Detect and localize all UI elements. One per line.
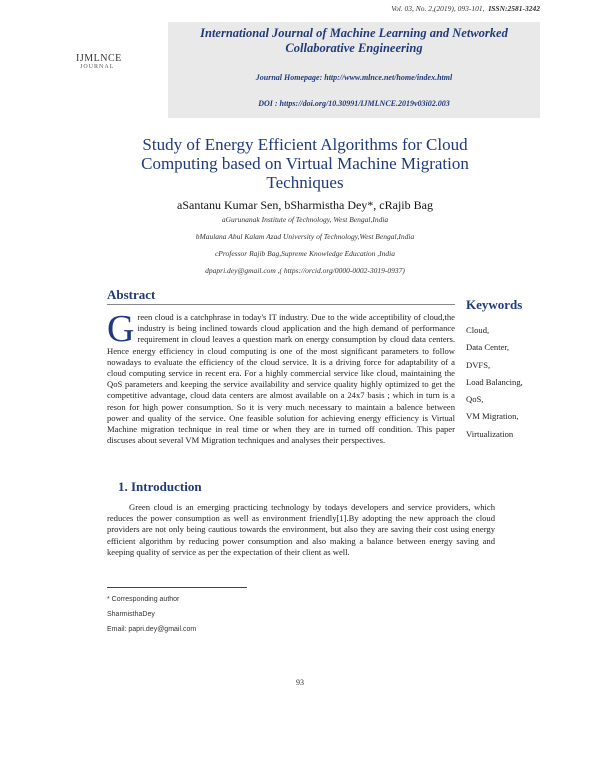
- introduction-heading: 1. Introduction: [118, 479, 202, 494]
- logo-text: IJMLNCE: [76, 53, 122, 64]
- journal-logo: [48, 30, 158, 120]
- author-list: aSantanu Kumar Sen, bSharmistha Dey*, cRajib Bag: [177, 198, 433, 212]
- keywords-heading: Keywords: [466, 297, 523, 312]
- journal-homepage[interactable]: Journal Homepage: http://www.mlnce.net/home/index.html: [255, 73, 453, 82]
- abstract-heading: Abstract: [107, 287, 156, 302]
- affiliation: aGurunanak Institute of Technology, West Bengal,India: [221, 215, 389, 224]
- keyword-item: Virtualization: [466, 428, 514, 439]
- page-number: 93: [296, 678, 304, 687]
- logo-subtext: JOURNAL: [80, 64, 115, 70]
- keyword-item: DVFS,: [466, 359, 491, 370]
- footnote-corresponding: * Corresponding author: [107, 596, 180, 603]
- affiliation: bMaulana Abul Kalam Azad University of Technology,West Bengal,India: [195, 232, 415, 241]
- footnote-email[interactable]: Email: papri.dey@gmail.com: [107, 626, 197, 633]
- journal-doi[interactable]: DOI : https://doi.org/10.30991/IJMLNCE.2019v03i02.003: [258, 99, 450, 108]
- keyword-item: Cloud,: [466, 325, 490, 335]
- volume-info: Vol. 03, No. 2,(2019), 093-101, ISSN:2581-3242: [391, 4, 540, 13]
- paper-title: Study of Energy Efficient Algorithms for Cloud Computing based on Virtual Machine Migration Techniques: [141, 135, 469, 192]
- keyword-item: Data Center,: [466, 342, 510, 353]
- keyword-item: VM Migration,: [466, 411, 519, 422]
- keyword-item: QoS,: [466, 394, 484, 405]
- footnote-author: SharmisthaDey: [107, 611, 155, 618]
- footnote-divider: [107, 587, 247, 588]
- abstract-text: Green cloud is a catchphrase in today's IT industry. Due to the wide acceptibility of cloud,the industry is being inclined towards cloud application and the high demand of performance requirement in cloud leaves a question mark on energy consumption by cloud data centers. Hence energy efficiency in cloud computing is one of the most significant parameters to follow nowadays to evaluate the efficiency of the cloud service. It is a driving force for adaptability of a cloud computing service in recent era. For a highly commercial service like cloud, maintaining the QoS parameters and keeping the service availability and service quality highly optimized to get the competitive advantage, cloud data centers are almost available on a 24x7 basis ; which in turn is a reson for high power consumption. So it is very much necessary to maintain a balence between power and quality of the service. One feasible solution for achieving energy efficiency is Virtual Machine migration technique in real time or when they are in turned off condition. This paper discuses about several VM Migration techniques and analyses their perspectives.: [107, 308, 455, 446]
- keyword-item: Load Balancing,: [466, 376, 523, 387]
- affiliation: cProfessor Rajib Bag,Supreme Knowledge Education ,India: [214, 249, 396, 258]
- abstract-divider: [107, 304, 455, 305]
- affiliation: dpapri.dey@gmail.com ,( https://orcid.org/0000-0002-3019-0937): [205, 266, 405, 275]
- journal-title: International Journal of Machine Learning and Networked Collaborative Engineering: [200, 26, 508, 55]
- keywords-list: [466, 322, 523, 443]
- introduction-text: Green cloud is an emerging practicing technology by todays developers and service providers, which reduces the power consumption as well as environment friendly[1].By adopting the new approach the cloud providers are not only being cautious towards the environment, but also they are saving their cost using energy efficient algorithm by reducing power consumption and also making a balance between energy saving and keeping quality of service as per the expectation of their client as well.: [107, 502, 495, 557]
- abstract-dropcap: G: [107, 308, 135, 350]
